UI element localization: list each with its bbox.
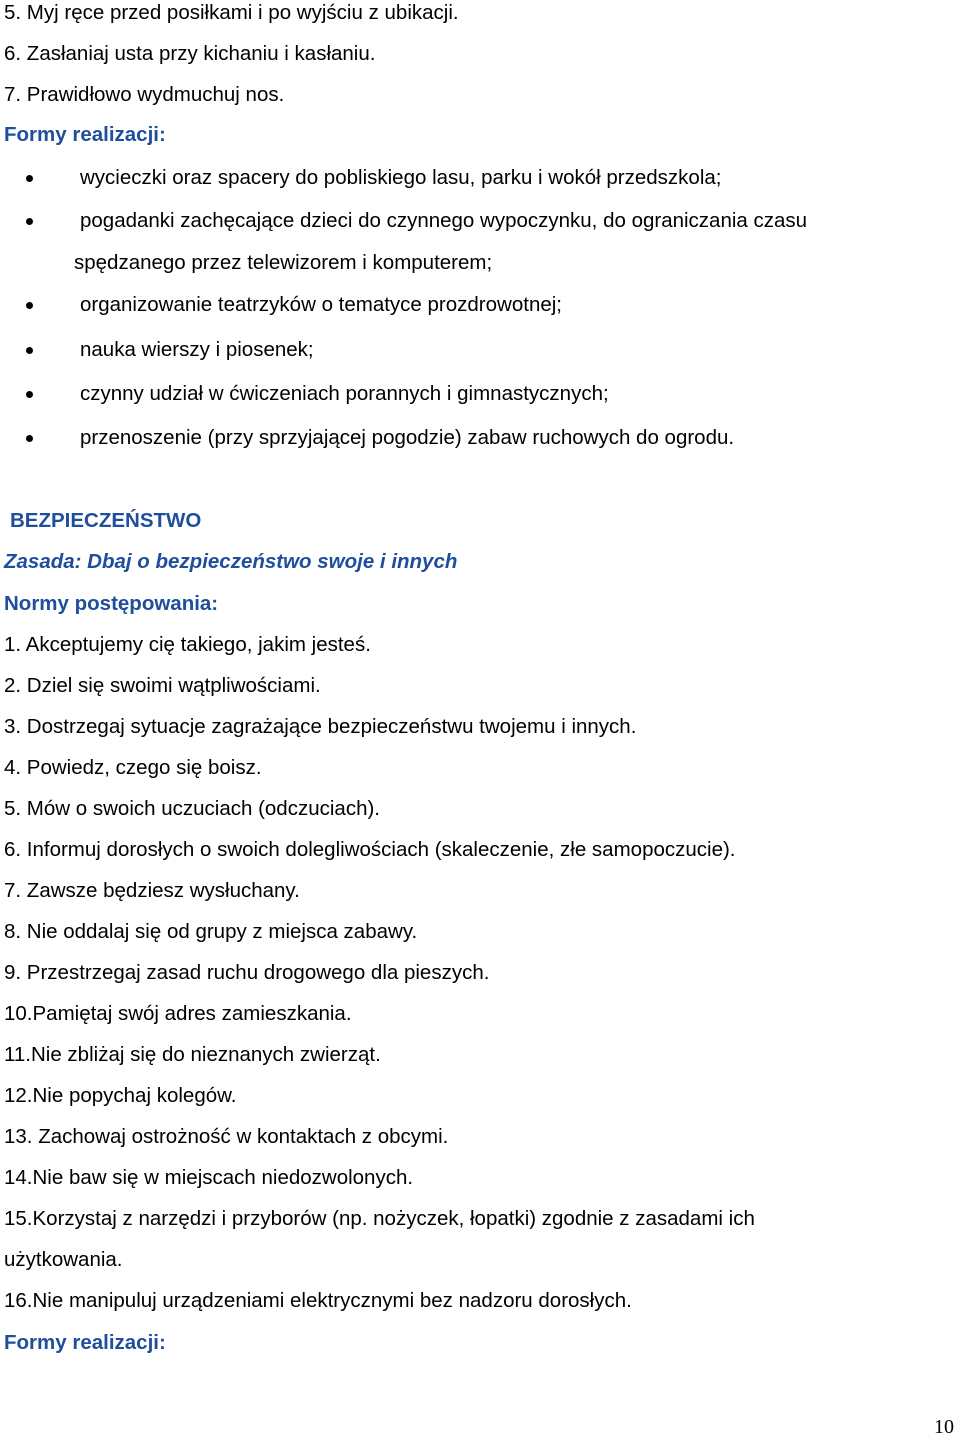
page-number: 10	[934, 1416, 954, 1438]
norm-item: 2. Dziel się swoimi wątpliwościami.	[4, 674, 321, 697]
section-title: BEZPIECZEŃSTWO	[10, 509, 202, 532]
norm-item: 12.Nie popychaj kolegów.	[4, 1084, 237, 1107]
norm-item: 5. Mów o swoich uczuciach (odczuciach).	[4, 797, 380, 820]
norm-item: 13. Zachowaj ostrożność w kontaktach z obcymi.	[4, 1125, 449, 1148]
norm-item: 4. Powiedz, czego się boisz.	[4, 756, 262, 779]
rule-text: Zasada: Dbaj o bezpieczeństwo swoje i innych	[4, 550, 458, 573]
forms-heading: Formy realizacji:	[4, 123, 166, 146]
norm-item: 8. Nie oddalaj się od grupy z miejsca zabawy.	[4, 920, 418, 943]
top-list-item: 6. Zasłaniaj usta przy kichaniu i kasłaniu.	[4, 42, 376, 65]
norm-item: 11.Nie zbliżaj się do nieznanych zwierząt.	[4, 1043, 381, 1066]
bullet-icon	[26, 218, 33, 225]
norm-item: 10.Pamiętaj swój adres zamieszkania.	[4, 1002, 352, 1025]
bullet-icon	[26, 302, 33, 309]
norm-item: 16.Nie manipuluj urządzeniami elektrycznymi bez nadzoru dorosłych.	[4, 1289, 632, 1312]
norms-heading: Normy postępowania:	[4, 592, 219, 615]
bullet-continuation: spędzanego przez telewizorem i komputerem;	[74, 251, 493, 274]
bullet-text: nauka wierszy i piosenek;	[80, 338, 314, 361]
bullet-icon	[26, 175, 33, 182]
norm-item: 14.Nie baw się w miejscach niedozwolonych.	[4, 1166, 414, 1189]
bullet-icon	[26, 391, 33, 398]
bullet-icon	[26, 435, 33, 442]
bullet-text: czynny udział w ćwiczeniach porannych i gimnastycznych;	[80, 382, 609, 405]
norm-item: 15.Korzystaj z narzędzi i przyborów (np. nożyczek, łopatki) zgodnie z zasadami ich	[4, 1207, 755, 1230]
bullet-icon	[26, 347, 33, 354]
norm-item: 7. Zawsze będziesz wysłuchany.	[4, 879, 300, 902]
bullet-text: pogadanki zachęcające dzieci do czynnego wypoczynku, do ograniczania czasu	[80, 209, 808, 232]
bullet-text: wycieczki oraz spacery do pobliskiego lasu, parku i wokół przedszkola;	[80, 166, 722, 189]
forms-heading: Formy realizacji:	[4, 1331, 166, 1354]
top-list-item: 5. Myj ręce przed posiłkami i po wyjściu z ubikacji.	[4, 1, 459, 24]
norm-item: 9. Przestrzegaj zasad ruchu drogowego dla pieszych.	[4, 961, 490, 984]
bullet-text: przenoszenie (przy sprzyjającej pogodzie) zabaw ruchowych do ogrodu.	[80, 426, 735, 449]
norm-item: 6. Informuj dorosłych o swoich dolegliwościach (skaleczenie, złe samopoczucie).	[4, 838, 736, 861]
norm-item: 3. Dostrzegaj sytuacje zagrażające bezpieczeństwu twojemu i innych.	[4, 715, 637, 738]
bullet-text: organizowanie teatrzyków o tematyce prozdrowotnej;	[80, 293, 562, 316]
top-list-item: 7. Prawidłowo wydmuchuj nos.	[4, 83, 285, 106]
norm-item: 1. Akceptujemy cię takiego, jakim jesteś.	[4, 633, 371, 656]
norm-item-continuation: użytkowania.	[4, 1248, 123, 1271]
